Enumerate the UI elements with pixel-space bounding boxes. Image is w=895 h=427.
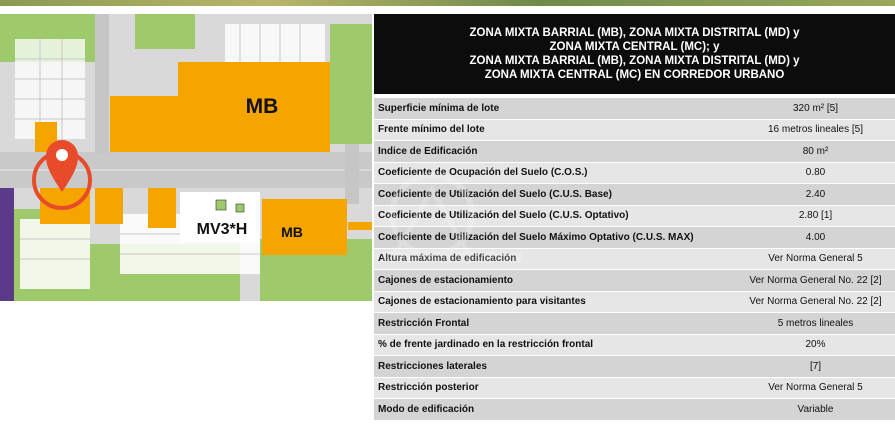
mb-zone [95,188,123,224]
table-row [374,313,895,335]
mb-zone [148,188,176,228]
row-label: Coeficiente de Utilización del Suelo (C.U.S. Optativo) [378,210,629,222]
row-label: Cajones de estacionamiento [378,274,514,286]
row-value: 20% [805,339,826,351]
table-row [374,227,895,249]
zoning-map-svg [0,14,372,301]
row-value: 2.40 [805,188,826,200]
header-line: ZONA MIXTA BARRIAL (MB), ZONA MIXTA DISTRITAL (MD) y [469,55,800,67]
zoning-table [374,14,895,415]
zone-label-mb-large: MB [245,95,279,118]
row-value: Ver Norma General No. 22 [2] [749,296,882,308]
row-value: Ver Norma General No. 22 [2] [749,274,882,286]
table-row [374,270,895,292]
header-line: ZONA MIXTA BARRIAL (MB), ZONA MIXTA DISTRITAL (MD) y [469,27,800,39]
row-label: Coeficiente de Ocupación del Suelo (C.O.S.) [378,167,588,179]
row-label: Cajones de estacionamiento para visitantes [378,296,586,308]
side-street [345,144,359,204]
table-row [374,356,895,378]
row-label: Restricción Frontal [378,317,470,329]
header-line: ZONA MIXTA CENTRAL (MC); y [549,41,720,53]
table-row [374,141,895,163]
row-label: Coeficiente de Utilización del Suelo Máximo Optativo (C.U.S. MAX) [378,231,694,243]
row-label: Frente mínimo del lote [378,124,485,136]
green-parcel [216,200,226,210]
table-body [374,98,895,421]
zoning-map [0,14,372,301]
row-label: % de frente jardinado en la restricción frontal [378,339,594,351]
row-value: Ver Norma General 5 [768,253,863,265]
table-row [374,206,895,228]
row-value: [7] [809,360,822,372]
mb-zone-small [262,199,347,255]
residential-blocks [20,219,90,289]
row-label: Restricción posterior [378,382,479,394]
table-header [374,14,895,94]
row-value: Ver Norma General 5 [768,382,863,394]
table-row [374,120,895,142]
green-parcel [236,204,244,212]
zone-label-mv3h: MV3*H [196,221,248,238]
row-label: Coeficiente de Utilización del Suelo (C.U.S. Base) [378,188,612,200]
green-area [135,14,195,49]
mb-zone [348,222,372,230]
header-line: ZONA MIXTA CENTRAL (MC) EN CORREDOR URBANO [484,69,785,81]
row-value: 5 metros lineales [777,317,854,329]
top-image-strip [0,0,895,6]
row-value: 320 m² [5] [792,102,839,114]
row-label: Superficie mínima de lote [378,102,500,114]
table-row [374,292,895,314]
green-area [330,24,372,144]
table-row [374,249,895,271]
row-label: Modo de edificación [378,403,475,415]
table-row [374,98,895,120]
table-row [374,184,895,206]
purple-area [0,174,14,301]
table-row [374,378,895,400]
row-label: Altura máxima de edificación [378,253,517,265]
row-value: 4.00 [805,231,826,243]
table-row [374,335,895,357]
row-value: 16 metros lineales [5] [767,124,864,136]
row-value: 0.80 [805,167,826,179]
row-label: Índice de Edificación [378,145,478,157]
table-row [374,163,895,185]
mb-zone [110,96,178,152]
table-row [374,399,895,421]
row-value: 2.80 [1] [798,210,833,222]
row-value: 80 m² [802,145,829,157]
zone-label-mb-small: MB [281,224,303,240]
side-street [95,14,109,154]
row-label: Restricciones laterales [378,360,487,372]
row-value: Variable [797,403,834,415]
